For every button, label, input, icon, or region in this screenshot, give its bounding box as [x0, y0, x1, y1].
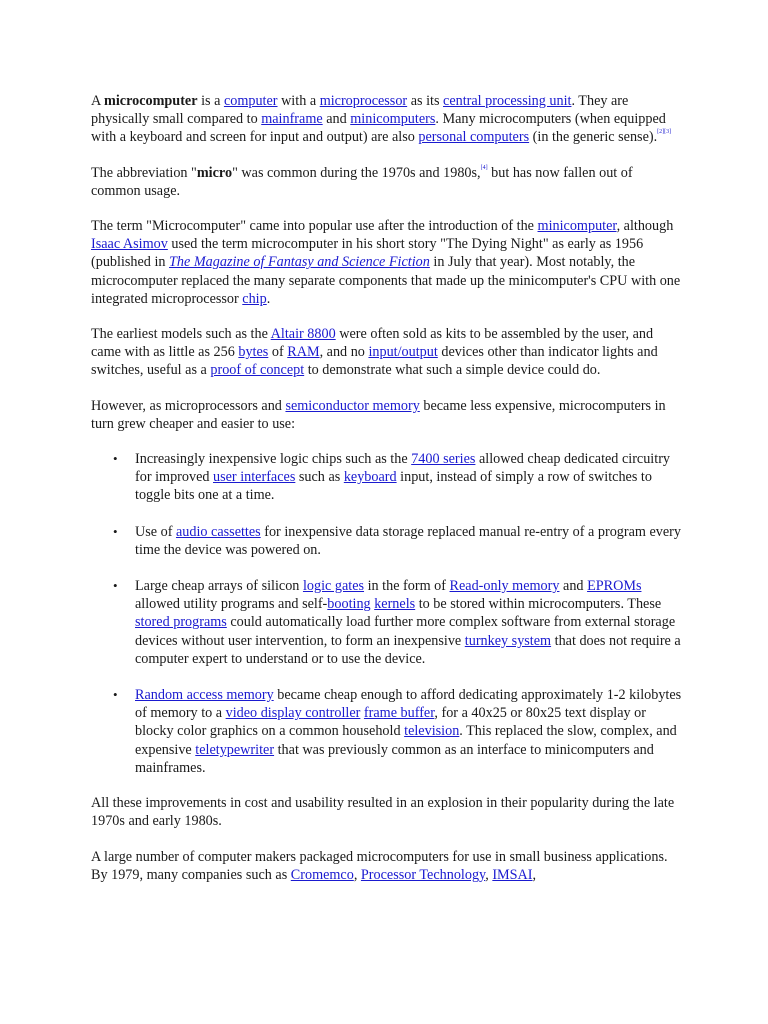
citation-4: [481, 165, 488, 171]
link-central-processing-unit[interactable]: central processing unit: [443, 93, 572, 109]
list-item: • Increasingly inexpensive logic chips such as the 7400 series allowed cheap dedicated circuitry for improved user interfaces such as keyboard input, instead of simply a row of switches to toggle bits one at a time.: [113, 451, 671, 504]
link-stored-programs[interactable]: stored programs: [135, 614, 227, 631]
link-bytes[interactable]: bytes: [238, 344, 269, 361]
link-proof-of-concept[interactable]: proof of concept: [210, 362, 305, 379]
link-eproms[interactable]: EPROMs: [587, 578, 642, 595]
article-body: [91, 92, 683, 901]
link-isaac-asimov[interactable]: Isaac Asimov: [91, 236, 168, 253]
term-microcomputer: microcomputer: [104, 93, 198, 109]
link-frame-buffer[interactable]: frame buffer: [363, 705, 435, 722]
citation-link-2-3[interactable]: [2][3]: [657, 129, 672, 136]
bullet-icon: •: [113, 451, 118, 467]
link-turnkey-system[interactable]: turnkey system: [464, 632, 552, 649]
link-video-display-controller[interactable]: video display controller: [225, 705, 361, 722]
link-7400-series[interactable]: 7400 series: [411, 451, 476, 468]
paragraph-term-origin: The term "Microcomputer" came into popular use after the introduction of the minicomputer, although Isaac Asimov used the term microcomputer in his short story "The Dying Night" as early as 1956 (published in The Magazine of Fantasy and Science Fiction in July that year). Most notably, the microcomputer replaced the many separate components that made up the minicomputer's CPU with one integrated microprocessor chip.: [91, 218, 681, 307]
improvements-list: [91, 450, 683, 777]
list-item: • Large cheap arrays of silicon logic gates in the form of Read-only memory and EPROMs allowed utility programs and self-booting kernels to be stored within microcomputers. These stored programs could automatically load further more complex software from external storage devices without user intervention, to form an inexpensive turnkey system that does not require a computer expert to understand or to use the device.: [113, 578, 681, 667]
link-television[interactable]: television: [404, 723, 460, 740]
paragraph-earliest-models: The earliest models such as the Altair 8800 were often sold as kits to be assembled by the user, and came with as little as 256 bytes of RAM, and no input/output devices other than indicator lights and switches, useful as a proof of concept to demonstrate what such a simple device could do.: [91, 326, 658, 379]
link-imsai[interactable]: IMSAI: [492, 866, 533, 883]
list-item: • Use of audio cassettes for inexpensive data storage replaced manual re-entry of a program every time the device was powered on.: [113, 523, 681, 558]
link-chip[interactable]: chip: [242, 290, 267, 307]
link-teletypewriter[interactable]: teletypewriter: [195, 741, 275, 758]
link-kernels[interactable]: kernels: [374, 596, 416, 613]
link-read-only-memory[interactable]: Read-only memory: [449, 578, 560, 595]
link-ram[interactable]: RAM: [287, 344, 320, 361]
link-minicomputer[interactable]: minicomputer: [537, 218, 617, 235]
link-microprocessor[interactable]: microprocessor: [319, 93, 408, 109]
citation-2-3: [657, 129, 671, 135]
link-minicomputers[interactable]: minicomputers: [350, 111, 436, 128]
link-altair-8800[interactable]: Altair 8800: [270, 326, 336, 343]
link-personal-computers[interactable]: personal computers: [418, 129, 530, 146]
link-magazine-fantasy-science-fiction[interactable]: The Magazine of Fantasy and Science Fiction: [169, 254, 430, 271]
list-item: • Random access memory became cheap enough to afford dedicating approximately 1-2 kilobytes of memory to a video display controller frame buffer, for a 40x25 or 80x25 text display or blocky color graphics on a common household television. This replaced the slow, complex, and expensive teletypewriter that was previously common as an interface to minicomputers and mainframes.: [113, 687, 682, 776]
bullet-icon: •: [113, 523, 118, 539]
link-mainframe[interactable]: mainframe: [261, 111, 323, 128]
paragraph-abbreviation: The abbreviation "micro" was common during the 1970s and 1980s,[4] but has now fallen out of common usage.: [91, 164, 633, 199]
link-booting[interactable]: booting: [327, 596, 371, 613]
link-user-interfaces[interactable]: user interfaces: [213, 469, 296, 486]
link-audio-cassettes[interactable]: audio cassettes: [175, 523, 261, 540]
citation-link-4[interactable]: [4]: [480, 164, 488, 171]
link-logic-gates[interactable]: logic gates: [302, 578, 365, 595]
paragraph-definition: A microcomputer is a computer with a microprocessor as its central processing unit. They are physically small compared to mainframe and minicomputers. Many microcomputers (when equipped with a keyboard and screen for input and output) are also personal computers (in the generic sense).[2][3]: [91, 93, 672, 146]
bullet-icon: •: [113, 687, 118, 703]
link-input-output[interactable]: input/output: [368, 344, 438, 361]
link-cromemco[interactable]: Cromemco: [290, 866, 354, 883]
paragraph-popularity: All these improvements in cost and usability resulted in an explosion in their popularity during the late 1970s and early 1980s.: [91, 795, 675, 830]
link-keyboard[interactable]: keyboard: [343, 469, 397, 486]
link-processor-technology[interactable]: Processor Technology: [360, 866, 486, 883]
link-computer[interactable]: computer: [223, 93, 278, 109]
term-micro: micro: [196, 164, 233, 181]
paragraph-cheaper: However, as microprocessors and semiconductor memory became less expensive, microcomputers in turn grew cheaper and easier to use:: [91, 397, 666, 432]
link-random-access-memory[interactable]: Random access memory: [135, 687, 274, 704]
link-semiconductor-memory[interactable]: semiconductor memory: [285, 397, 420, 414]
bullet-icon: •: [113, 578, 118, 594]
paragraph-computer-makers: A large number of computer makers packaged microcomputers for use in small business applications. By 1979, many companies such as Cromemco, Processor Technology, IMSAI,: [91, 848, 668, 883]
